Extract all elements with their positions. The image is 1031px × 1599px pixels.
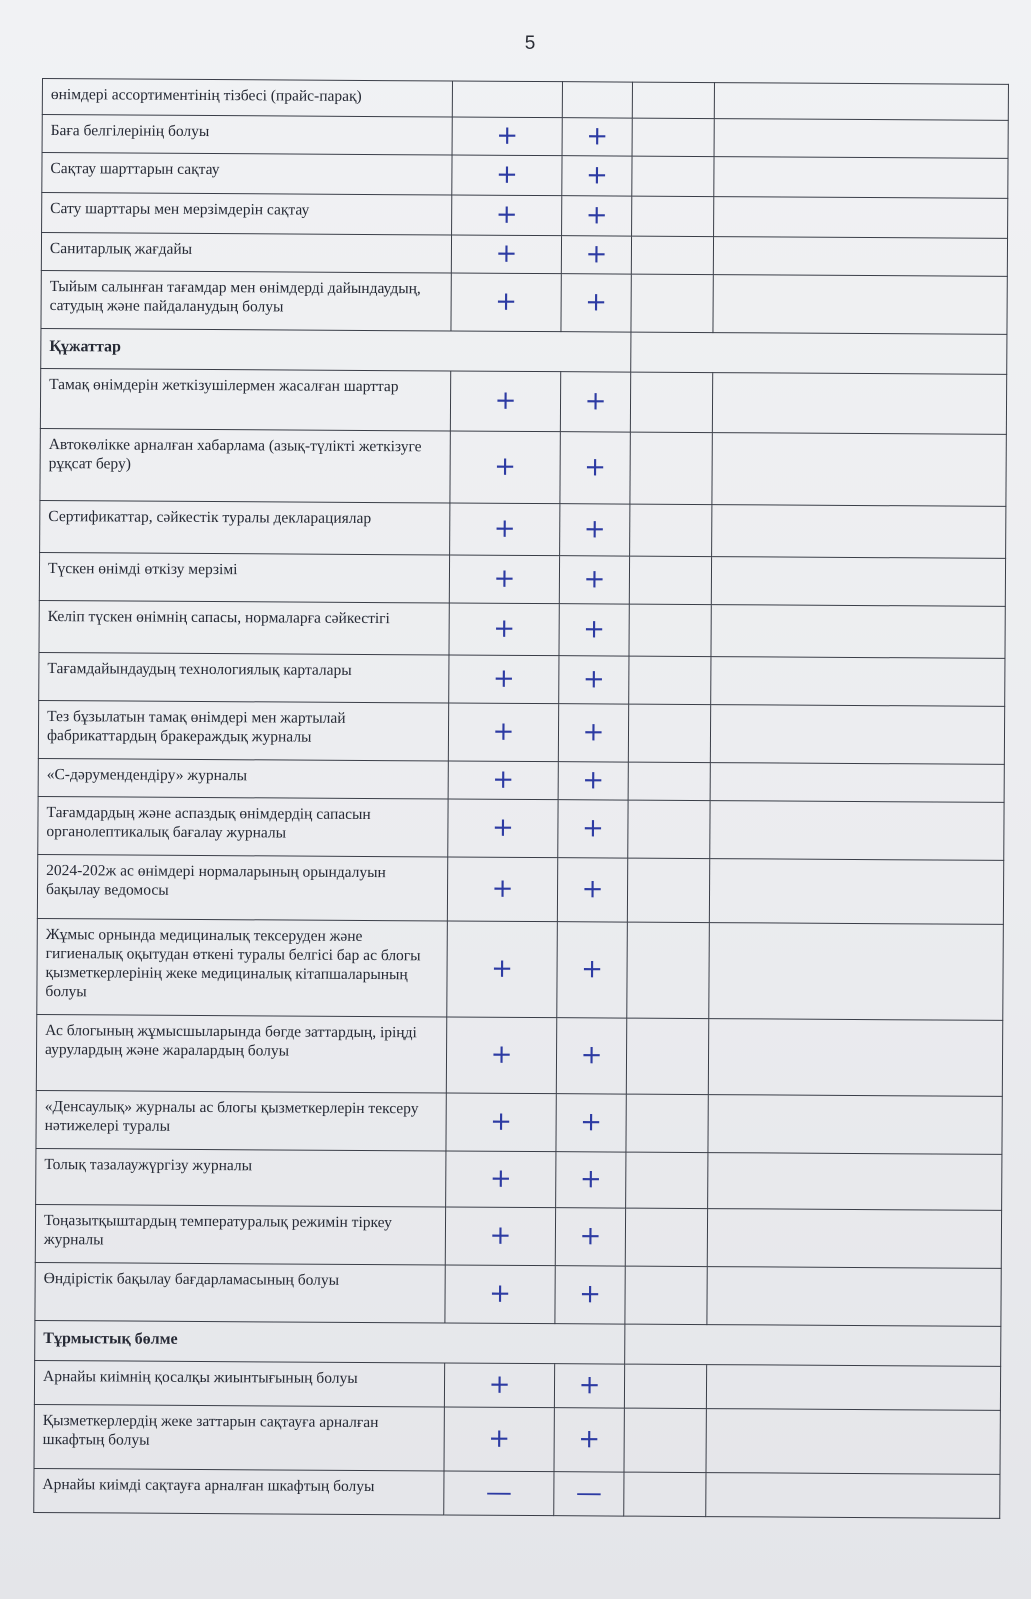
row-label: Тағамдардың және аспаздық өнімдердің сапасын органолептикалық бағалау журналы	[38, 796, 448, 857]
mark-cell-2: +	[561, 274, 631, 332]
table-row	[38, 758, 1004, 802]
notes-cell	[714, 83, 1008, 121]
table-row	[34, 1360, 1000, 1410]
mark-cell-2: +	[558, 704, 628, 762]
blank-cell	[632, 156, 714, 197]
notes-cell	[708, 1019, 1002, 1097]
row-label: 2024-202ж ас өнімдері нормаларының орындалуын бақылау ведомосы	[37, 854, 447, 921]
table-row	[34, 1468, 1000, 1518]
table-row	[42, 153, 1008, 199]
page-number: 5	[524, 33, 536, 54]
row-label: Автокөлікке арналған хабарлама (азық-түлікті жеткізуге рұқсат беру)	[40, 428, 450, 503]
mark-cell-1: +	[451, 273, 561, 332]
notes-cell	[707, 1209, 1001, 1269]
mark-cell-1: +	[448, 703, 558, 762]
table-row	[39, 652, 1005, 706]
mark-cell-2: +	[560, 432, 630, 504]
notes-cell	[709, 923, 1004, 1021]
row-label: Санитарлық жағдайы	[41, 233, 451, 274]
row-label: Толық тазалаужүргізу журналы	[36, 1148, 446, 1207]
blank-cell	[625, 1266, 707, 1324]
mark-cell-2: +	[562, 196, 632, 236]
row-label: Жұмыс орнында медициналық тексеруден және гигиеналық оқытудан өткені туралы белгісі бар ас блогы қызметкерлерінің жеке медициналық кітапшаларының болуы	[37, 918, 448, 1017]
row-label: «С-дәрумендендіру» журналы	[38, 758, 448, 799]
mark-cell-2: +	[555, 1266, 625, 1324]
notes-cell	[710, 705, 1004, 765]
row-label: Келіп түскен өнімнің сапасы, нормаларға сәйкестігі	[39, 600, 449, 655]
section-blank-cell	[625, 1324, 1001, 1366]
table-row	[35, 1204, 1001, 1268]
table-row	[40, 368, 1006, 434]
blank-cell	[627, 858, 709, 922]
blank-cell	[624, 1364, 706, 1409]
checklist-table	[33, 78, 1009, 1519]
row-label: Баға белгілерінің болуы	[42, 115, 452, 156]
notes-cell	[706, 1473, 1000, 1519]
blank-cell	[629, 556, 711, 605]
mark-cell-2: +	[559, 556, 629, 604]
table-row	[41, 233, 1007, 277]
mark-cell-1: —	[444, 1471, 554, 1516]
mark-cell-1: +	[448, 799, 558, 858]
row-label: Тез бұзылатын тамақ өнімдері мен жартылай фабрикаттардың бракераждық журналы	[38, 700, 448, 761]
mark-cell-2: +	[555, 1208, 625, 1266]
notes-cell	[713, 275, 1007, 335]
notes-cell	[714, 157, 1008, 199]
notes-cell	[706, 1365, 1000, 1411]
notes-cell	[707, 1267, 1001, 1327]
blank-cell	[629, 604, 711, 656]
table-row	[40, 500, 1006, 558]
table-row	[34, 1404, 1000, 1474]
mark-cell-1: +	[446, 1151, 556, 1208]
table-row	[39, 600, 1005, 658]
notes-cell	[713, 237, 1007, 277]
notes-cell	[706, 1409, 1000, 1475]
row-label: Арнайы киімді сақтауға арналған шкафтың болуы	[34, 1468, 444, 1515]
row-label: өнімдері ассортиментінің тізбесі (прайс-парақ)	[42, 79, 452, 118]
blank-cell	[626, 1152, 708, 1208]
mark-cell-2: +	[561, 236, 631, 274]
notes-cell	[712, 433, 1006, 507]
mark-cell-2: +	[558, 800, 628, 858]
mark-cell-1: +	[444, 1363, 554, 1408]
blank-cell	[628, 800, 710, 858]
section-title: Тұрмыстық бөлме	[35, 1320, 625, 1364]
mark-cell-1: +	[446, 1093, 556, 1152]
blank-cell	[630, 432, 712, 504]
mark-cell-1: +	[445, 1265, 555, 1324]
mark-cell-2: +	[557, 922, 628, 1018]
mark-cell-1: +	[445, 1207, 555, 1266]
row-label: Тағамдайындаудың технологиялық карталары	[39, 652, 449, 703]
blank-cell	[624, 1408, 706, 1472]
row-label: Сертификаттар, сәйкестік туралы декларациялар	[40, 500, 450, 555]
mark-cell-2: +	[559, 656, 629, 704]
notes-cell	[711, 605, 1005, 659]
mark-cell-2: +	[560, 504, 630, 556]
notes-cell	[714, 119, 1008, 159]
mark-cell-1: +	[448, 761, 558, 800]
table-row	[36, 1148, 1002, 1210]
row-label: Тыйым салынған тағамдар мен өнімдерді дайындаудың, сатудың және пайдаланудың болуы	[41, 270, 451, 331]
row-label: Арнайы киімнің қосалқы жиынтығының болуы	[34, 1360, 444, 1407]
notes-cell	[708, 1095, 1002, 1155]
mark-cell-1: +	[447, 921, 558, 1018]
mark-cell-2	[562, 82, 632, 118]
notes-cell	[710, 763, 1004, 803]
notes-cell	[712, 373, 1006, 435]
blank-cell	[632, 118, 714, 157]
row-label: Өндірістік бақылау бағдарламасының болуы	[35, 1262, 445, 1323]
mark-cell-2: +	[557, 858, 627, 922]
mark-cell-2: +	[562, 118, 632, 156]
mark-cell-1: +	[451, 235, 561, 274]
blank-cell	[627, 922, 710, 1018]
mark-cell-1: +	[446, 1017, 556, 1094]
row-label: Қызметкерлердің жеке заттарын сақтауға арналған шкафтың болуы	[34, 1404, 444, 1471]
row-label: Тоңазытқыштардың температуралық режимін тіркеу журналы	[35, 1204, 445, 1265]
blank-cell	[630, 504, 712, 556]
mark-cell-2: +	[554, 1364, 624, 1408]
mark-cell-2: —	[554, 1472, 624, 1516]
notes-cell	[714, 197, 1008, 239]
blank-cell	[628, 762, 710, 801]
notes-cell	[709, 859, 1003, 925]
mark-cell-2: +	[562, 156, 632, 196]
blank-cell	[632, 82, 714, 119]
section-row	[35, 1320, 1001, 1366]
blank-cell	[632, 196, 714, 237]
blank-cell	[628, 704, 710, 762]
mark-cell-2: +	[560, 372, 630, 432]
table-row	[37, 854, 1003, 924]
mark-cell-1: +	[444, 1407, 554, 1472]
row-label: «Денсаулық» журналы ас блогы қызметкерлерін тексеру нәтижелері туралы	[36, 1090, 446, 1151]
mark-cell-1: +	[452, 155, 562, 196]
mark-cell-1: +	[449, 555, 559, 604]
section-row	[41, 328, 1007, 374]
row-label: Ас блогының жұмысшыларында бөгде заттардың, іріңді аурулардың және жаралардың болуы	[36, 1014, 446, 1093]
mark-cell-1: +	[450, 431, 560, 504]
blank-cell	[625, 1208, 707, 1266]
mark-cell-1: +	[450, 503, 560, 556]
blank-cell	[631, 236, 713, 275]
mark-cell-1: +	[449, 603, 559, 656]
mark-cell-1: +	[447, 857, 557, 922]
table-row	[37, 918, 1004, 1020]
blank-cell	[626, 1018, 708, 1094]
mark-cell-2: +	[556, 1094, 626, 1152]
section-title: Құжаттар	[41, 328, 631, 372]
table-row	[36, 1014, 1002, 1096]
mark-cell-2: +	[554, 1408, 624, 1472]
row-label: Тамақ өнімдерін жеткізушілермен жасалған шарттар	[40, 368, 450, 431]
mark-cell-1	[452, 81, 562, 118]
row-label: Сақтау шарттарын сақтау	[42, 153, 452, 196]
table-row	[42, 193, 1008, 239]
table-row	[39, 552, 1005, 606]
mark-cell-2: +	[559, 604, 629, 656]
mark-cell-1: +	[450, 371, 560, 432]
mark-cell-2: +	[556, 1018, 626, 1094]
row-label: Түскен өнімді өткізу мерзімі	[39, 552, 449, 603]
table-row	[42, 79, 1008, 121]
blank-cell	[631, 274, 713, 332]
blank-cell	[629, 656, 711, 705]
table-row	[35, 1262, 1001, 1326]
mark-cell-2: +	[556, 1152, 626, 1208]
notes-cell	[711, 657, 1005, 707]
table-row	[42, 115, 1008, 159]
blank-cell	[626, 1094, 708, 1152]
table-row	[38, 796, 1004, 860]
table-row	[41, 270, 1007, 334]
notes-cell	[711, 557, 1005, 607]
blank-cell	[624, 1472, 706, 1517]
blank-cell	[630, 372, 712, 432]
table-row	[36, 1090, 1002, 1154]
notes-cell	[710, 801, 1004, 861]
notes-cell	[712, 505, 1006, 559]
notes-cell	[708, 1153, 1002, 1211]
mark-cell-1: +	[452, 195, 562, 236]
row-label: Сату шарттары мен мерзімдерін сақтау	[42, 193, 452, 236]
mark-cell-1: +	[452, 117, 562, 156]
mark-cell-1: +	[449, 655, 559, 704]
table-row	[40, 428, 1006, 506]
table-row	[38, 700, 1004, 764]
section-blank-cell	[631, 332, 1007, 374]
mark-cell-2: +	[558, 762, 628, 800]
